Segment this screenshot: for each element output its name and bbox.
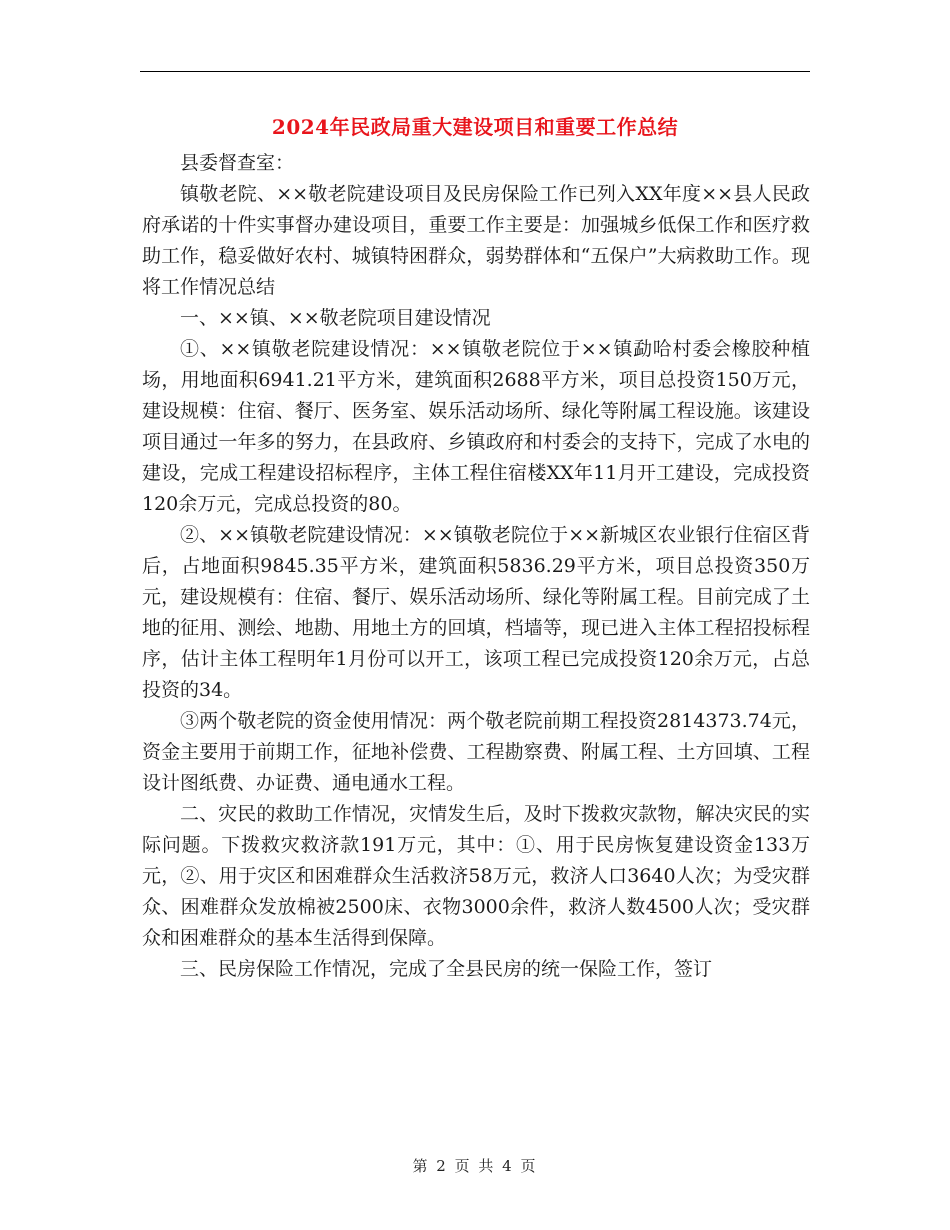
page-number-footer: 第 2 页 共 4 页 (412, 1157, 538, 1175)
section-heading-1: 一、××镇、××敬老院项目建设情况 (180, 307, 491, 329)
document-body (142, 148, 810, 985)
paragraph-item-1: ①、××镇敬老院建设情况：××镇敬老院位于××镇勐哈村委会橡胶种植场，用地面积6941.21平方米，建筑面积2688平方米，项目总投资150万元，建设规模：住宿、餐厅、医务室、娱乐活动场所、绿化等附属工程设施。该建设项目通过一年多的努力，在县政府、乡镇政府和村委会的支持下，完成了水电的建设，完成工程建设招标程序，主体工程住宿楼XX年11月开工建设，完成投资120余万元，完成总投资的80。 (142, 338, 810, 515)
paragraph-section-3: 三、民房保险工作情况，完成了全县民房的统一保险工作，签订 (180, 958, 713, 980)
header-rule (140, 71, 810, 72)
document-title: 2024年民政局重大建设项目和重要工作总结 (271, 115, 679, 139)
paragraph-intro: 镇敬老院、××敬老院建设项目及民房保险工作已列入XX年度××县人民政府承诺的十件实事督办建设项目，重要工作主要是：加强城乡低保工作和医疗救助工作，稳妥做好农村、城镇特困群众，弱势群体和“五保户”大病救助工作。现将工作情况总结 (142, 183, 810, 298)
paragraph-section-2: 二、灾民的救助工作情况，灾情发生后，及时下拨救灾款物，解决灾民的实际问题。下拨救灾救济款191万元，其中：①、用于民房恢复建设资金133万元，②、用于灾区和困难群众生活救济58万元，救济人口3640人次；为受灾群众、困难群众发放棉被2500床、衣物3000余件，救济人数4500人次；受灾群众和困难群众的基本生活得到保障。 (142, 803, 810, 949)
paragraph-item-2: ②、××镇敬老院建设情况：××镇敬老院位于××新城区农业银行住宿区背后，占地面积9845.35平方米，建筑面积5836.29平方米，项目总投资350万元，建设规模有：住宿、餐厅、娱乐活动场所、绿化等附属工程。目前完成了土地的征用、测绘、地勘、用地土方的回填，档墙等，现已进入主体工程招投标程序，估计主体工程明年1月份可以开工，该项工程已完成投资120余万元，占总投资的34。 (142, 524, 810, 701)
addressee: 县委督查室： (180, 152, 295, 174)
paragraph-item-3: ③两个敬老院的资金使用情况：两个敬老院前期工程投资2814373.74元，资金主要用于前期工作，征地补偿费、工程勘察费、附属工程、土方回填、工程设计图纸费、办证费、通电通水工程。 (142, 710, 810, 794)
